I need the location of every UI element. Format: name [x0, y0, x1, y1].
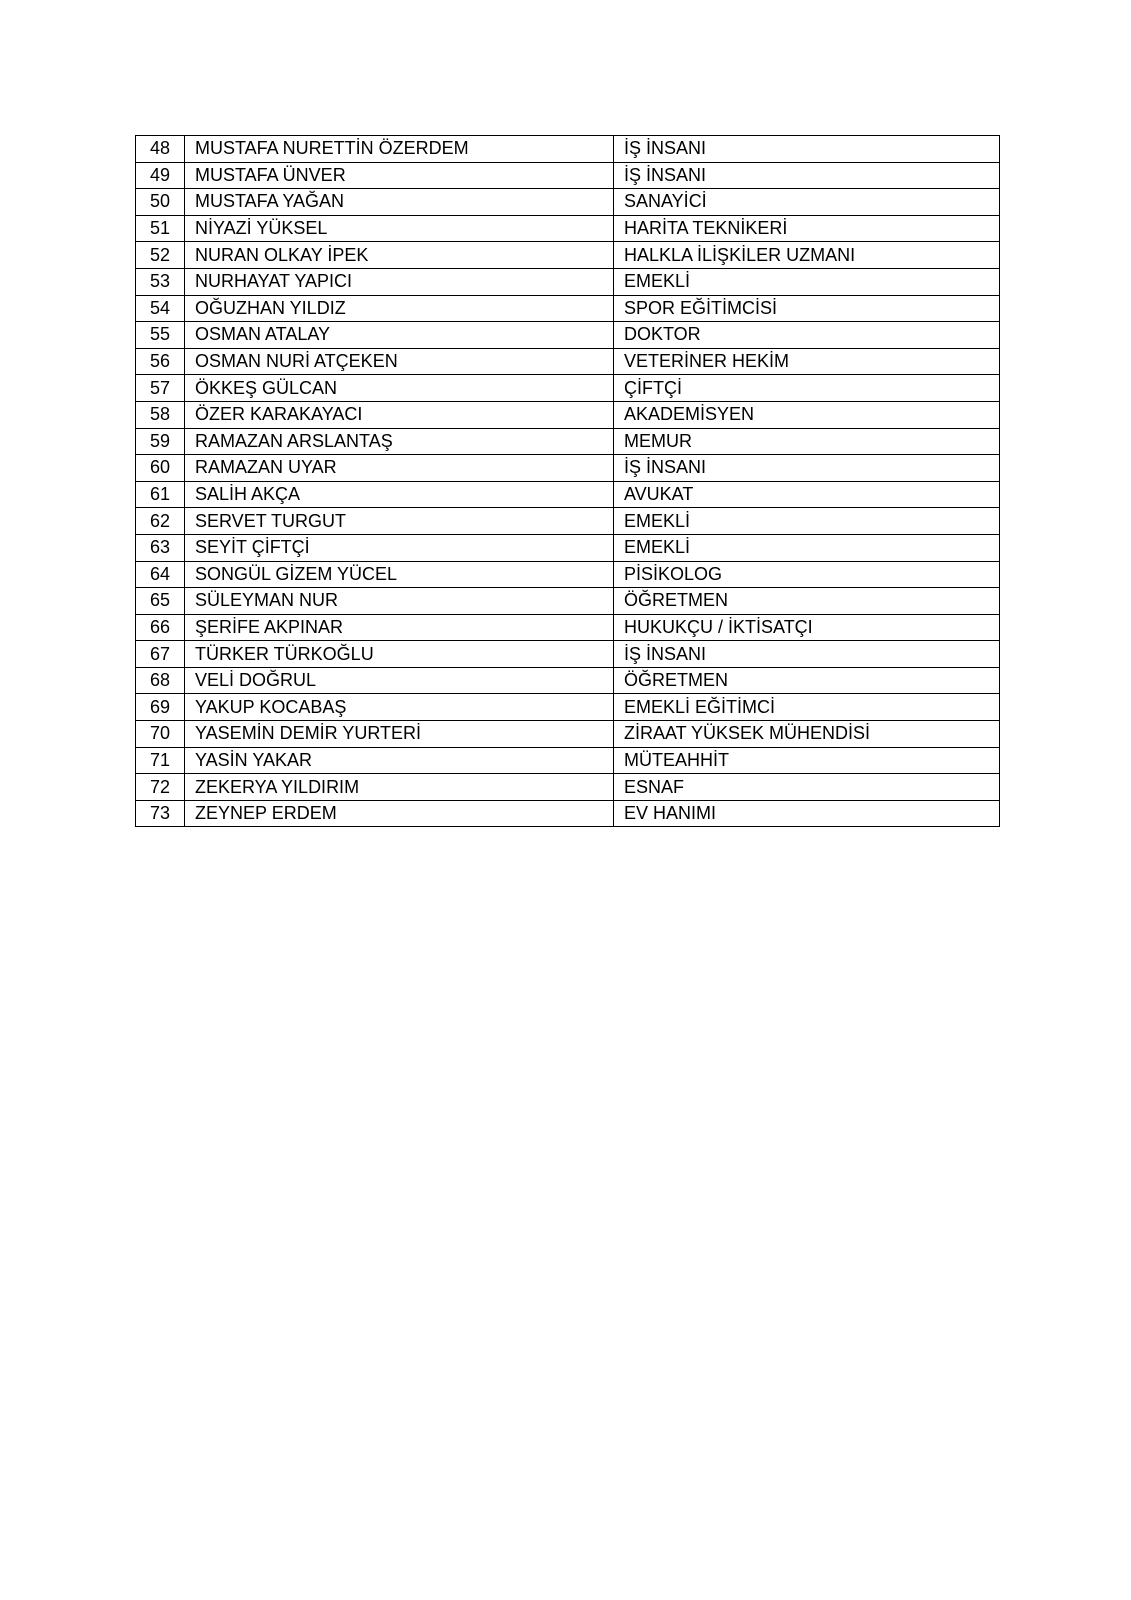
person-name-cell: SALİH AKÇA [185, 481, 614, 508]
row-number-cell: 70 [136, 721, 185, 748]
person-name-cell: SONGÜL GİZEM YÜCEL [185, 561, 614, 588]
occupation-cell: AKADEMİSYEN [614, 401, 1000, 428]
row-number-cell: 53 [136, 268, 185, 295]
row-number-cell: 48 [136, 136, 185, 163]
person-name-cell: OSMAN NURİ ATÇEKEN [185, 348, 614, 375]
row-number-cell: 62 [136, 508, 185, 535]
person-name-cell: ÖZER KARAKAYACI [185, 401, 614, 428]
person-name-cell: ZEYNEP ERDEM [185, 800, 614, 827]
table-row [136, 322, 1000, 349]
occupation-cell: ÇİFTÇİ [614, 375, 1000, 402]
row-number-cell: 49 [136, 162, 185, 189]
person-name-cell: VELİ DOĞRUL [185, 667, 614, 694]
occupation-cell: EMEKLİ [614, 534, 1000, 561]
table-row [136, 189, 1000, 216]
person-name-cell: TÜRKER TÜRKOĞLU [185, 641, 614, 668]
person-name-cell: RAMAZAN UYAR [185, 455, 614, 482]
person-name-cell: OSMAN ATALAY [185, 322, 614, 349]
occupation-cell: AVUKAT [614, 481, 1000, 508]
person-name-cell: OĞUZHAN YILDIZ [185, 295, 614, 322]
table-row [136, 667, 1000, 694]
table-row [136, 428, 1000, 455]
occupation-cell: ZİRAAT YÜKSEK MÜHENDİSİ [614, 721, 1000, 748]
occupation-cell: EV HANIMI [614, 800, 1000, 827]
table-row [136, 455, 1000, 482]
occupation-cell: SANAYİCİ [614, 189, 1000, 216]
person-name-cell: YASİN YAKAR [185, 747, 614, 774]
table-row [136, 481, 1000, 508]
member-table-body [136, 136, 1000, 827]
occupation-cell: EMEKLİ [614, 508, 1000, 535]
table-row [136, 561, 1000, 588]
row-number-cell: 59 [136, 428, 185, 455]
occupation-cell: SPOR EĞİTİMCİSİ [614, 295, 1000, 322]
table-row [136, 375, 1000, 402]
occupation-cell: MEMUR [614, 428, 1000, 455]
person-name-cell: ÖKKEŞ GÜLCAN [185, 375, 614, 402]
table-row [136, 641, 1000, 668]
occupation-cell: HARİTA TEKNİKERİ [614, 215, 1000, 242]
occupation-cell: MÜTEAHHİT [614, 747, 1000, 774]
table-row [136, 774, 1000, 801]
row-number-cell: 71 [136, 747, 185, 774]
person-name-cell: NURHAYAT YAPICI [185, 268, 614, 295]
occupation-cell: ESNAF [614, 774, 1000, 801]
table-row [136, 215, 1000, 242]
table-row [136, 534, 1000, 561]
row-number-cell: 57 [136, 375, 185, 402]
table-row [136, 614, 1000, 641]
person-name-cell: MUSTAFA YAĞAN [185, 189, 614, 216]
person-name-cell: NURAN OLKAY İPEK [185, 242, 614, 269]
occupation-cell: VETERİNER HEKİM [614, 348, 1000, 375]
occupation-cell: ÖĞRETMEN [614, 588, 1000, 615]
table-row [136, 242, 1000, 269]
table-row [136, 800, 1000, 827]
person-name-cell: MUSTAFA ÜNVER [185, 162, 614, 189]
person-name-cell: YAKUP KOCABAŞ [185, 694, 614, 721]
occupation-cell: İŞ İNSANI [614, 641, 1000, 668]
row-number-cell: 65 [136, 588, 185, 615]
row-number-cell: 73 [136, 800, 185, 827]
person-name-cell: RAMAZAN ARSLANTAŞ [185, 428, 614, 455]
row-number-cell: 56 [136, 348, 185, 375]
row-number-cell: 63 [136, 534, 185, 561]
table-row [136, 348, 1000, 375]
occupation-cell: İŞ İNSANI [614, 455, 1000, 482]
table-row [136, 508, 1000, 535]
table-row [136, 162, 1000, 189]
occupation-cell: EMEKLİ EĞİTİMCİ [614, 694, 1000, 721]
row-number-cell: 72 [136, 774, 185, 801]
person-name-cell: SÜLEYMAN NUR [185, 588, 614, 615]
table-row [136, 588, 1000, 615]
table-row [136, 694, 1000, 721]
occupation-cell: HUKUKÇU / İKTİSATÇI [614, 614, 1000, 641]
row-number-cell: 64 [136, 561, 185, 588]
member-table [135, 135, 1000, 827]
row-number-cell: 55 [136, 322, 185, 349]
person-name-cell: SERVET TURGUT [185, 508, 614, 535]
row-number-cell: 54 [136, 295, 185, 322]
occupation-cell: İŞ İNSANI [614, 162, 1000, 189]
row-number-cell: 51 [136, 215, 185, 242]
row-number-cell: 58 [136, 401, 185, 428]
occupation-cell: HALKLA İLİŞKİLER UZMANI [614, 242, 1000, 269]
row-number-cell: 69 [136, 694, 185, 721]
table-row [136, 401, 1000, 428]
row-number-cell: 67 [136, 641, 185, 668]
occupation-cell: EMEKLİ [614, 268, 1000, 295]
row-number-cell: 61 [136, 481, 185, 508]
occupation-cell: ÖĞRETMEN [614, 667, 1000, 694]
table-row [136, 136, 1000, 163]
person-name-cell: YASEMİN DEMİR YURTERİ [185, 721, 614, 748]
table-row [136, 268, 1000, 295]
occupation-cell: İŞ İNSANI [614, 136, 1000, 163]
occupation-cell: DOKTOR [614, 322, 1000, 349]
table-row [136, 295, 1000, 322]
person-name-cell: ZEKERYA YILDIRIM [185, 774, 614, 801]
person-name-cell: ŞERİFE AKPINAR [185, 614, 614, 641]
row-number-cell: 50 [136, 189, 185, 216]
row-number-cell: 60 [136, 455, 185, 482]
row-number-cell: 66 [136, 614, 185, 641]
occupation-cell: PİSİKOLOG [614, 561, 1000, 588]
person-name-cell: NİYAZİ YÜKSEL [185, 215, 614, 242]
person-name-cell: MUSTAFA NURETTİN ÖZERDEM [185, 136, 614, 163]
person-name-cell: SEYİT ÇİFTÇİ [185, 534, 614, 561]
row-number-cell: 52 [136, 242, 185, 269]
table-row [136, 721, 1000, 748]
table-row [136, 747, 1000, 774]
row-number-cell: 68 [136, 667, 185, 694]
